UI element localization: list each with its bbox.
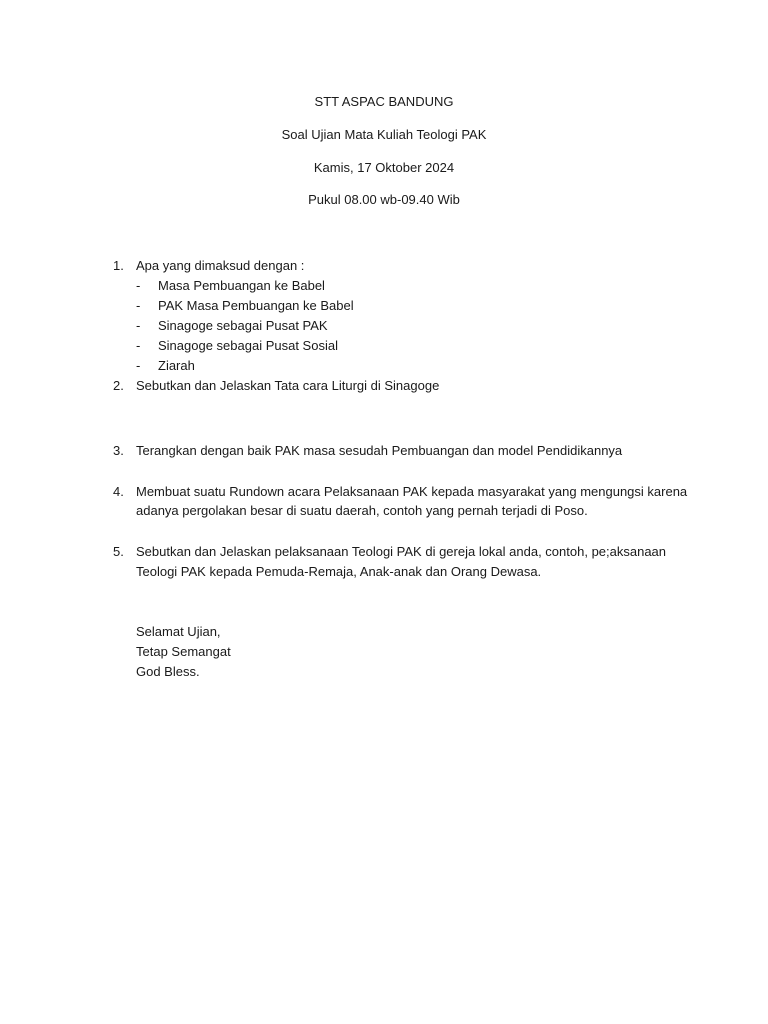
exam-date: Kamis, 17 Oktober 2024: [313, 160, 455, 175]
list-dash: -: [136, 338, 141, 353]
closing-blessing: God Bless.: [136, 664, 200, 679]
question-number: 2.: [113, 378, 124, 393]
sub-item: Ziarah: [158, 358, 195, 373]
question-text-line-2: adanya pergolakan besar di suatu daerah, contoh yang pernah terjadi di Poso.: [136, 503, 588, 518]
sub-item: PAK Masa Pembuangan ke Babel: [158, 298, 354, 313]
list-dash: -: [136, 318, 141, 333]
question-number: 1.: [113, 258, 124, 273]
closing-encouragement: Tetap Semangat: [136, 644, 231, 659]
question-text: Sebutkan dan Jelaskan Tata cara Liturgi di Sinagoge: [136, 378, 440, 393]
question-number: 4.: [113, 484, 124, 499]
question-number: 3.: [113, 443, 124, 458]
question-text: Apa yang dimaksud dengan :: [136, 258, 305, 273]
exam-time: Pukul 08.00 wb-09.40 Wib: [308, 192, 460, 207]
question-text: Terangkan dengan baik PAK masa sesudah Pembuangan dan model Pendidikannya: [136, 443, 623, 458]
institution-name: STT ASPAC BANDUNG: [314, 94, 454, 109]
list-dash: -: [136, 278, 141, 293]
list-dash: -: [136, 358, 141, 373]
sub-item: Sinagoge sebagai Pusat Sosial: [158, 338, 338, 353]
sub-item: Masa Pembuangan ke Babel: [158, 278, 325, 293]
question-text-line-1: Membuat suatu Rundown acara Pelaksanaan PAK kepada masyarakat yang mengungsi karena: [136, 484, 688, 499]
question-text-line-1: Sebutkan dan Jelaskan pelaksanaan Teologi PAK di gereja lokal anda, contoh, pe;aksanaan: [136, 544, 667, 559]
question-number: 5.: [113, 544, 124, 559]
list-dash: -: [136, 298, 141, 313]
closing-greeting: Selamat Ujian,: [136, 624, 221, 639]
sub-item: Sinagoge sebagai Pusat PAK: [158, 318, 328, 333]
question-text-line-2: Teologi PAK kepada Pemuda-Remaja, Anak-anak dan Orang Dewasa.: [136, 564, 542, 579]
exam-title: Soal Ujian Mata Kuliah Teologi PAK: [281, 127, 487, 142]
